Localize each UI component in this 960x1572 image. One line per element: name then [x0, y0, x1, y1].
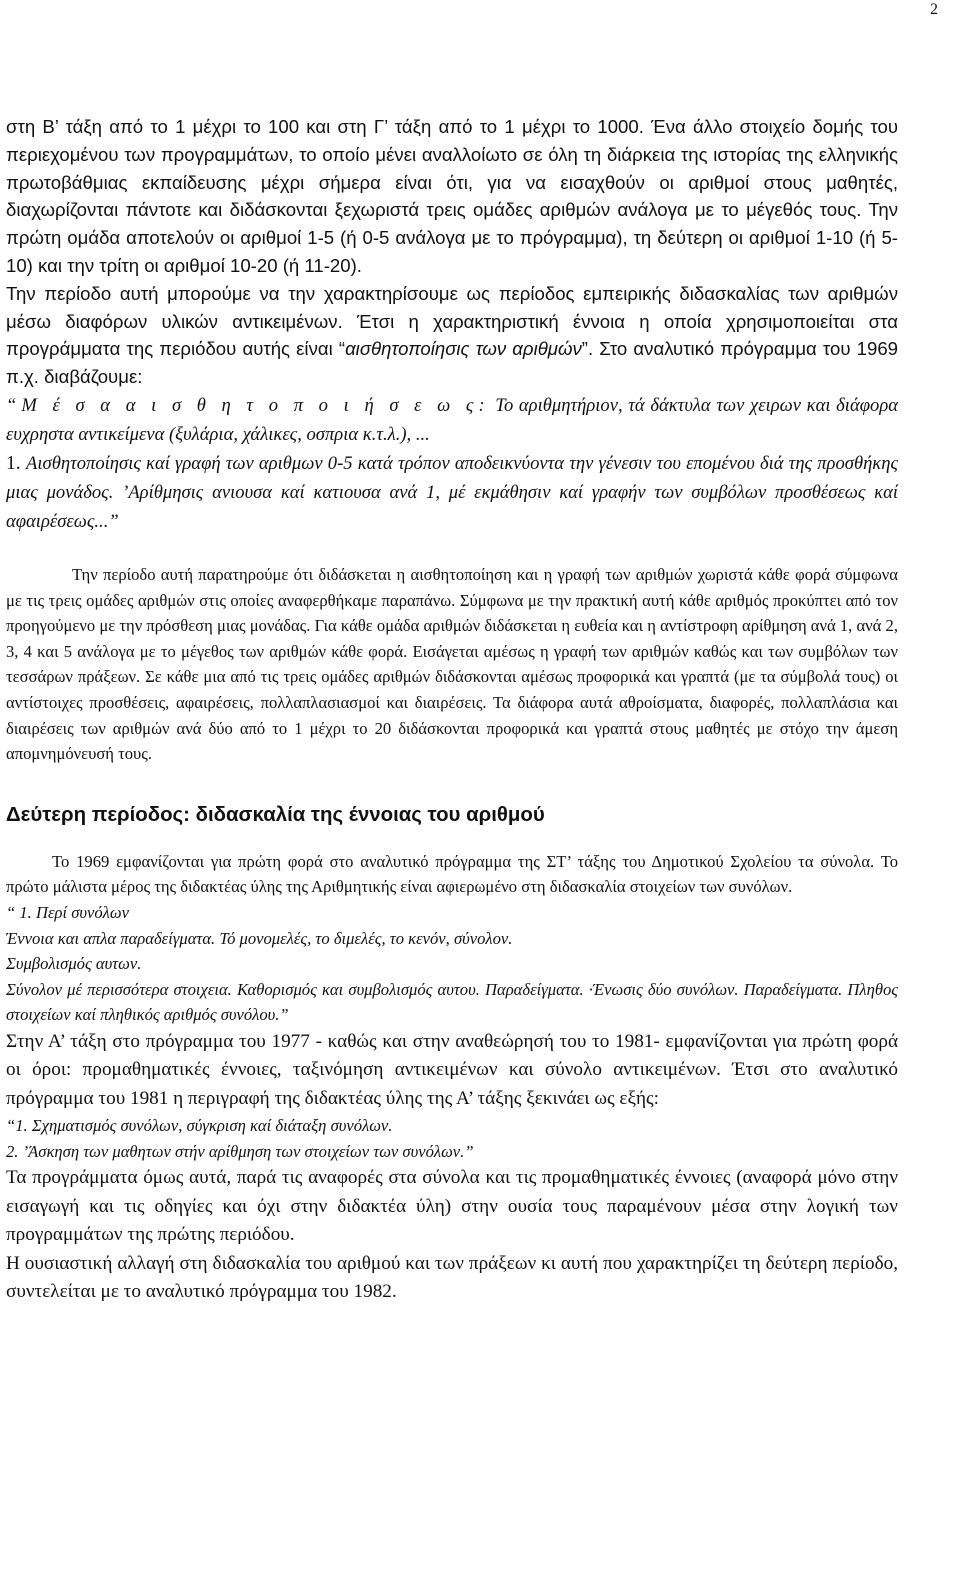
paragraph-sets-1969: Το 1969 εμφανίζονται για πρώτη φορά στο αναλυτικό πρόγραμμα της ΣΤ’ τάξης του Δημοτικού Σχολείου τα σύνολα. Το πρώτο μάλιστα μέρος της διδακτέας ύλης της Αριθμητικής είναι αφιερωμένο στη διδασκαλία στοιχείων των συνόλων.	[6, 851, 898, 897]
quote-spaced-title: “Μ έ σ α α ι σ θ η τ ο π ο ι ή σ ε ω ς:	[6, 394, 490, 416]
paragraph-intro: στη Β’ τάξη από το 1 μέχρι το 100 και στη Γ’ τάξη από το 1 μέχρι το 1000. Ένα άλλο στοιχείο δομής του περιεχομένου των προγραμμάτων, το οποίο μένει αναλλοίωτο σε όλη τη διάρκεια της ιστορίας της ελληνικής πρωτοβάθμιας εκπαίδευσης μέχρι σήμερα είναι ότι, για να εισαχθούν οι αριθμοί στους μαθητές, διαχωρίζονται πάντοτε και διδάσκονται ξεχωριστά τρεις ομάδες αριθμών ανάλογα με το μέγεθός τους. Την πρώτη ομάδα αποτελούν οι αριθμοί 1-5 (ή 0-5 ανάλογα με το πρόγραμμα), τη δεύτερη οι αριθμοί 1-10 (ή 5-10) και την τρίτη οι αριθμοί 10-20 (ή 11-20).	[6, 116, 898, 276]
quote-sets-line-2: Έννοια και απλα παραδείγματα. Τό μονομελές, το διμελές, το κενόν, σύνολον.	[6, 928, 513, 948]
quote-1981-line-2: 2. ’Άσκηση των μαθητων στήν αρίθμηση των στοιχείων των συνόλων.”	[6, 1141, 474, 1161]
paragraph-1982-change: Η ουσιαστική αλλαγή στη διδασκαλία του αριθμού και των πράξεων κι αυτή που χαρακτηρίζει τη δεύτερη περίοδο, συντελείται με το αναλυτικό πρόγραμμα του 1982.	[6, 1252, 898, 1302]
paragraph-1977-program: Στην Α’ τάξη στο πρόγραμμα του 1977 - καθώς και στην αναθεώρησή του το 1981- εμφανίζονται για πρώτη φορά οι όροι: προμαθηματικές έννοιες, ταξινόμηση αντικειμένων και σύνολο αντικειμένων. Έτσι στο αναλυτικό πρόγραμμα του 1981 η περιγραφή της διδακτέας ύλης της Α’ τάξης ξεκινάει ως εξής:	[6, 1030, 898, 1109]
quote-1981-line-1: “1. Σχηματισμός συνόλων, σύγκριση καί διάταξη συνόλων.	[6, 1116, 393, 1136]
italic-term: αισθητοποίησις των αριθμών	[345, 338, 582, 360]
quote-item-number: 1.	[6, 452, 27, 474]
spacer	[6, 536, 898, 562]
quote-1969-materials	[6, 391, 898, 449]
page-number: 2	[930, 1, 938, 18]
quote-sets-line-1: “ 1. Περί συνόλων	[6, 902, 129, 922]
paragraph-programs-logic: Τα προγράμματα όμως αυτά, παρά τις αναφορές στα σύνολα και τις προμαθηματικές έννοιες (αναφορά μόνο στην εισαγωγή και τις οδηγίες και όχι στην διδακτέα ύλη) στην ουσία τους παραμένουν μέσα στην λογική των προγραμμάτων της πρώτης περιόδου.	[6, 1167, 898, 1246]
paragraph-empirical-period	[6, 280, 898, 391]
paragraph-observation: Την περίοδο αυτή παρατηρούμε ότι διδάσκεται η αισθητοποίηση και η γραφή των αριθμών χωριστά κάθε φορά σύμφωνα με τις τρεις ομάδες αριθμών στις οποίες αναφερθήκαμε παραπάνω. Σύμφωνα με την πρακτική αυτή κάθε αριθμός προκύπτει από τον προηγούμενο με την πρόσθεση μιας μονάδας. Για κάθε ομάδα αριθμών διδάσκεται η ευθεία και η αντίστροφη αρίθμηση ανά 1, ανά 2, 3, 4 και 5 ανάλογα με το μέγεθος των αριθμών κάθε φορά. Εισάγεται αμέσως η γραφή των αριθμών καθώς και των συμβόλων των τεσσάρων πράξεων. Σε κάθε μια από τις τρεις ομάδες αριθμών διδάσκονται αμέσως προφορικά και γραπτά (με τα σύμβολά τους) οι αντίστοιχες προσθέσεις, αφαιρέσεις, πολλαπλασιασμοί και διαιρέσεις. Τα διάφορα αυτά αθροίσματα, διαφορές, πολλαπλάσια και διαιρέσεις των αριθμών ανά δύο από το 1 μέχρι το 20 διδάσκονται προφορικά και γραπτά στους μαθητές με στόχο την άμεση απομνημόνευσή τους.	[6, 564, 898, 764]
paragraph-text: Την περίοδο αυτή μπορούμε να την χαρακτηρίσουμε ως περίοδος εμπειρικής διδασκαλίας των αριθμών μέσω διαφόρων υλικών αντικειμένων. Έτσι η χαρακτηριστική έννοια η οποία χρησιμοποιείται στα προγράμματα της περιόδου αυτής είναι “	[6, 282, 898, 360]
document-body	[6, 113, 898, 1306]
quote-sets-line-3: Συμβολισμός αυτων.	[6, 954, 142, 974]
paragraph-text: ”. Στο αναλυτικό πρόγραμμα του 1969 π.χ. διαβάζουμε:	[6, 338, 898, 388]
section-heading: Δεύτερη περίοδος: διδασκαλία της έννοιας του αριθμού	[6, 803, 545, 826]
quote-sets-line-4: Σύνολον μέ περισσότερα στοιχεια. Καθορισμός και συμβολισμός αυτου. Παραδείγματα. ·Ένωσις δύο συνόλων. Παραδείγματα. Πληθος στοιχείων καί πληθικός αριθμός συνόλου.”	[6, 979, 898, 1025]
quote-1969-item-1	[6, 449, 898, 536]
quote-text: Αισθητοποίησις καί γραφή των αριθμων 0-5 κατά τρόπον αποδεικνύοντα την γένεσιν του επομένου διά της προσθήκης μιας μονάδος. ’Αρίθμησις ανιουσα καί κατιουσα ανά 1, μέ εκμάθησιν καί γραφήν των συμβόλων προσθέσεως καί αφαιρέσεως...”	[6, 452, 899, 532]
quote-text: Το αριθμητήριον, τά δάκτυλα των χειρων και διάφορα ευχρηστα αντικείμενα (ξυλάρια, χάλικες, οσπρια κ.τ.λ.), ...	[6, 394, 899, 445]
